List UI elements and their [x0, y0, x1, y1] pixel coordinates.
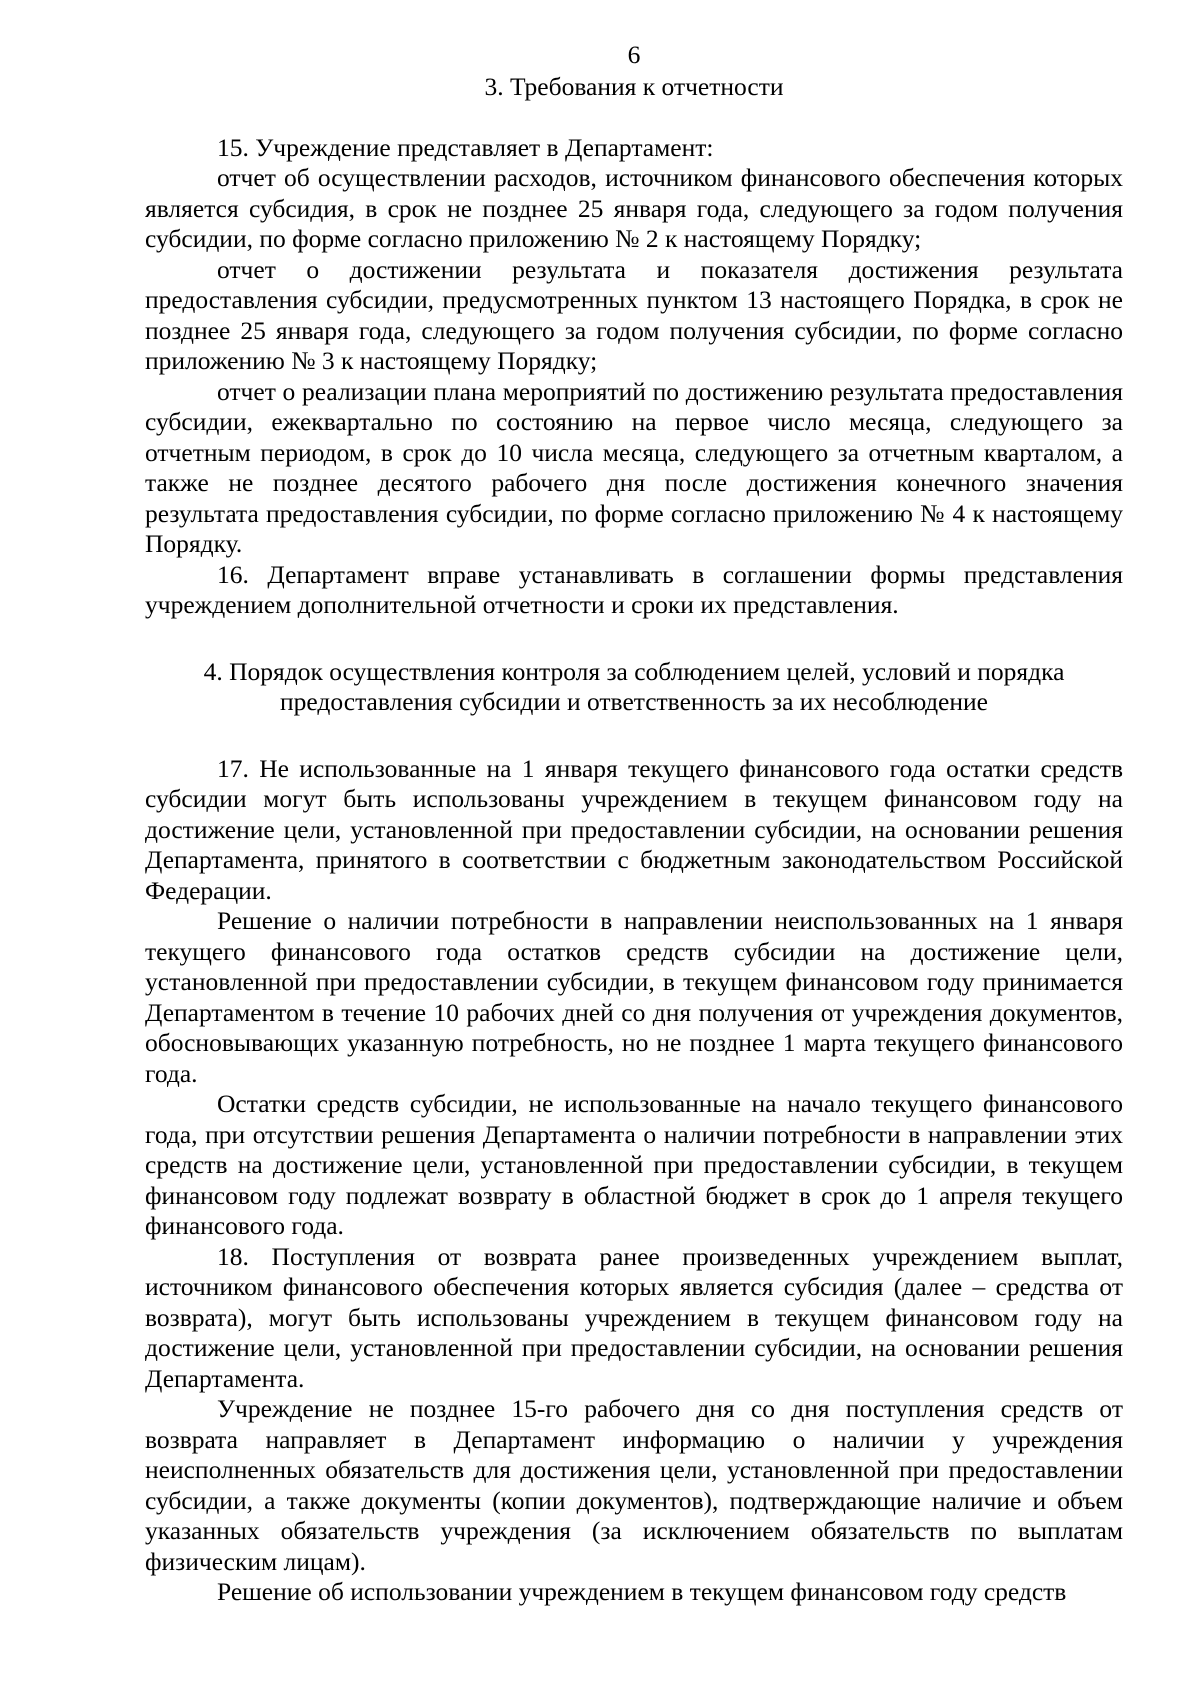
paragraph-15: 15. Учреждение представляет в Департамент: — [217, 132, 714, 162]
paragraph-18-decision: Решение об использовании учреждением в текущем финансовом году средств — [217, 1577, 1067, 1606]
section-4-heading-line-1: 4. Порядок осуществления контроля за соблюдением целей, условий и порядка — [203, 656, 1065, 686]
paragraph-18-information: Учреждение не позднее 15-го рабочего дня со дня поступления средств от возврата направляет в Департамент информацию о наличии у учреждения неисполненных обязательств для достижения цели, установленной при предоставлении субсидии, а также документы (копии документов), подтверждающие наличие и объем указанных обязательств учреждения (за исключением обязательств по выплатам физическим лицам). — [145, 1394, 1123, 1576]
paragraph-15-item-3: отчет о реализации плана мероприятий по достижению результата предоставления субсидии, ежеквартально по состоянию на первое число месяца, следующего за отчетным периодом, в срок до 10 числа месяца, следующего за отчетным кварталом, а также не позднее десятого рабочего дня после достижения конечного значения результата предоставления субсидии, по форме согласно приложению № 4 к настоящему Порядку. — [145, 376, 1123, 558]
section-3-heading: 3. Требования к отчетности — [484, 72, 784, 101]
spacer — [145, 621, 1123, 657]
spacer — [145, 718, 1123, 754]
document-page — [145, 40, 1123, 1608]
spacer — [145, 103, 1123, 133]
paragraph-18: 18. Поступления от возврата ранее произведенных учреждением выплат, источником финансового обеспечения которых является субсидия (далее – средства от возврата), могут быть использованы учреждением в текущем финансовом году на достижение цели, установленной при предоставлении субсидии, на основании решения Департамента. — [145, 1241, 1123, 1393]
paragraph-15-item-2: отчет о достижении результата и показателя достижения результата предоставления субсидии, предусмотренных пунктом 13 настоящего Порядка, в срок не позднее 25 января года, следующего за годом получения субсидии, по форме согласно приложению № 3 к настоящему Порядку; — [145, 254, 1123, 375]
paragraph-15-item-1: отчет об осуществлении расходов, источником финансового обеспечения которых является субсидия, в срок не позднее 25 января года, следующего за годом получения субсидии, по форме согласно приложению № 2 к настоящему Порядку; — [145, 163, 1123, 253]
paragraph-17-remainders: Остатки средств субсидии, не использованные на начало текущего финансового года, при отсутствии решения Департамента о наличии потребности в направлении этих средств на достижение цели, установленной при предоставлении субсидии, в текущем финансовом году подлежат возврату в областной бюджет в срок до 1 апреля текущего финансового года. — [145, 1089, 1123, 1240]
paragraph-16: 16. Департамент вправе устанавливать в соглашении формы представления учреждением дополнительной отчетности и сроки их представления. — [145, 559, 1123, 619]
section-4-heading-line-2: предоставления субсидии и ответственность за их несоблюдение — [280, 687, 988, 716]
page-number: 6 — [627, 40, 641, 69]
paragraph-17: 17. Не использованные на 1 января текущего финансового года остатки средств субсидии могут быть использованы учреждением в текущем финансовом году на достижение цели, установленной при предоставлении субсидии, на основании решения Департамента, принятого в соответствии с бюджетным законодательством Российской Федерации. — [145, 753, 1123, 905]
paragraph-17-decision: Решение о наличии потребности в направлении неиспользованных на 1 января текущего финансового года остатков средств субсидии на достижение цели, установленной при предоставлении субсидии, в текущем финансовом году принимается Департаментом в течение 10 рабочих дней со дня получения от учреждения документов, обосновывающих указанную потребность, но не позднее 1 марта текущего финансового года. — [145, 906, 1123, 1088]
